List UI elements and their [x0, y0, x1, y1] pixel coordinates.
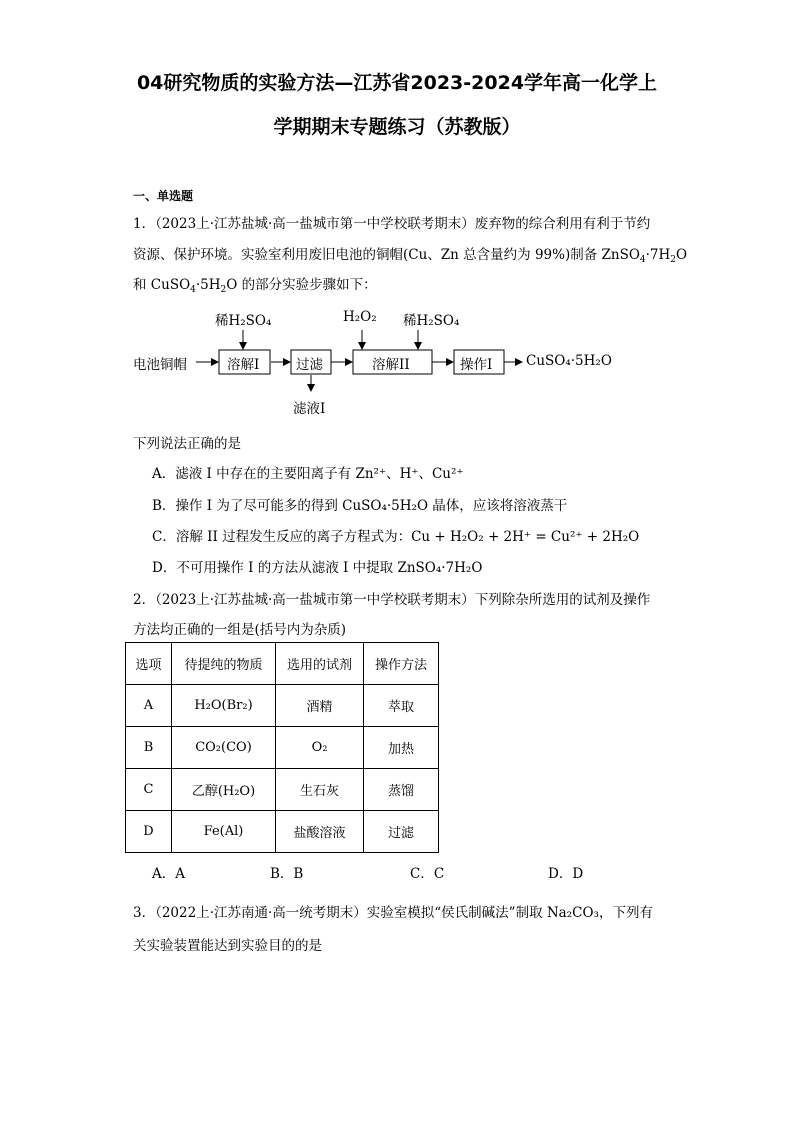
table-cell: CO₂(CO) [172, 727, 276, 769]
reagent-dilute-sulfuric-1: 稀H₂SO₄ [215, 313, 272, 329]
table-cell: 过滤 [364, 811, 439, 853]
q1-option-a: A．滤液 I 中存在的主要阳离子有 Zn²⁺、H⁺、Cu²⁺ [152, 466, 464, 482]
table-cell: D [126, 811, 172, 853]
reagent-hydrogen-peroxide: H₂O₂ [343, 309, 377, 325]
q2-purification-table [125, 642, 439, 853]
q2-line-2: 方法均正确的一组是(括号内为杂质) [133, 622, 347, 638]
document-title-line-1: 04研究物质的实验方法—江苏省2023-2024学年高一化学上 [136, 72, 658, 94]
flow-filtrate-label: 滤液I [293, 401, 326, 417]
table-cell: C [126, 769, 172, 811]
table-cell: 乙醇(H₂O) [172, 769, 276, 811]
table-header-cell: 待提纯的物质 [172, 643, 276, 685]
flow-box-dissolve-2: 溶解II [372, 357, 410, 373]
table-cell: B [126, 727, 172, 769]
q1-line-3: 和 $CuSO_4\cdot 5H_2O$ 的部分实验步骤如下： [133, 277, 377, 295]
q1-option-c: C．溶解 II 过程发生反应的离子方程式为：Cu + H₂O₂ + 2H⁺ = Cu²⁺ + 2H₂O [152, 529, 640, 545]
table-cell: O₂ [276, 727, 364, 769]
table-header-row [126, 643, 439, 685]
q1-line-2: 资源、保护环境。实验室利用废旧电池的铜帽(Cu、Zn 总含量约为 99%)制备 $ZnSO_4\cdot 7H_2O$ [133, 247, 688, 265]
flow-box-operation-1: 操作I [460, 357, 493, 373]
table-cell: 酒精 [276, 685, 364, 727]
q2-choice-d: D．D [548, 866, 584, 882]
table-cell: 盐酸溶液 [276, 811, 364, 853]
table-header-cell: 选项 [126, 643, 172, 685]
q2-choice-b: B．B [270, 866, 304, 882]
document-title-line-2: 学期期末专题练习（苏教版） [273, 116, 521, 138]
flow-start-label: 电池铜帽 [133, 357, 187, 373]
q1-option-b: B．操作 I 为了尽可能多的得到 CuSO₄·5H₂O 晶体，应该将溶液蒸干 [152, 498, 568, 514]
table-row [126, 727, 439, 769]
q1-line-1: 1．（2023上·江苏盐城·高一盐城市第一中学校联考期末）废弃物的综合利用有利于节约 [133, 216, 651, 232]
q2-choice-a: A．A [152, 866, 185, 882]
table-cell: A [126, 685, 172, 727]
q2-choice-c: C．C [410, 866, 445, 882]
flow-box-filter: 过滤 [296, 357, 323, 373]
flow-product-label: CuSO₄·5H₂O [526, 353, 612, 369]
q3-line-1: 3．（2022上·江苏南通·高一统考期末）实验室模拟“侯氏制碱法”制取 Na₂CO₃，下列有 [133, 905, 653, 921]
section-heading: 一、单选题 [133, 189, 194, 203]
table-row [126, 685, 439, 727]
table-header-cell: 选用的试剂 [276, 643, 364, 685]
table-cell: 加热 [364, 727, 439, 769]
table-cell: 萃取 [364, 685, 439, 727]
q2-line-1: 2．（2023上·江苏盐城·高一盐城市第一中学校联考期末）下列除杂所选用的试剂及操作 [133, 592, 651, 608]
table-cell: 生石灰 [276, 769, 364, 811]
table-header-cell: 操作方法 [364, 643, 439, 685]
flow-box-dissolve-1: 溶解I [227, 357, 260, 373]
q1-option-d: D．不可用操作 I 的方法从滤液 I 中提取 ZnSO₄·7H₂O [152, 560, 483, 576]
table-cell: Fe(Al) [172, 811, 276, 853]
table-cell: 蒸馏 [364, 769, 439, 811]
table-row [126, 811, 439, 853]
reagent-dilute-sulfuric-2: 稀H₂SO₄ [403, 313, 460, 329]
table-row [126, 769, 439, 811]
process-flow-diagram [130, 305, 630, 420]
q3-line-2: 关实验装置能达到实验目的的是 [133, 938, 322, 954]
q1-stem: 下列说法正确的是 [133, 436, 241, 452]
table-cell: H₂O(Br₂) [172, 685, 276, 727]
